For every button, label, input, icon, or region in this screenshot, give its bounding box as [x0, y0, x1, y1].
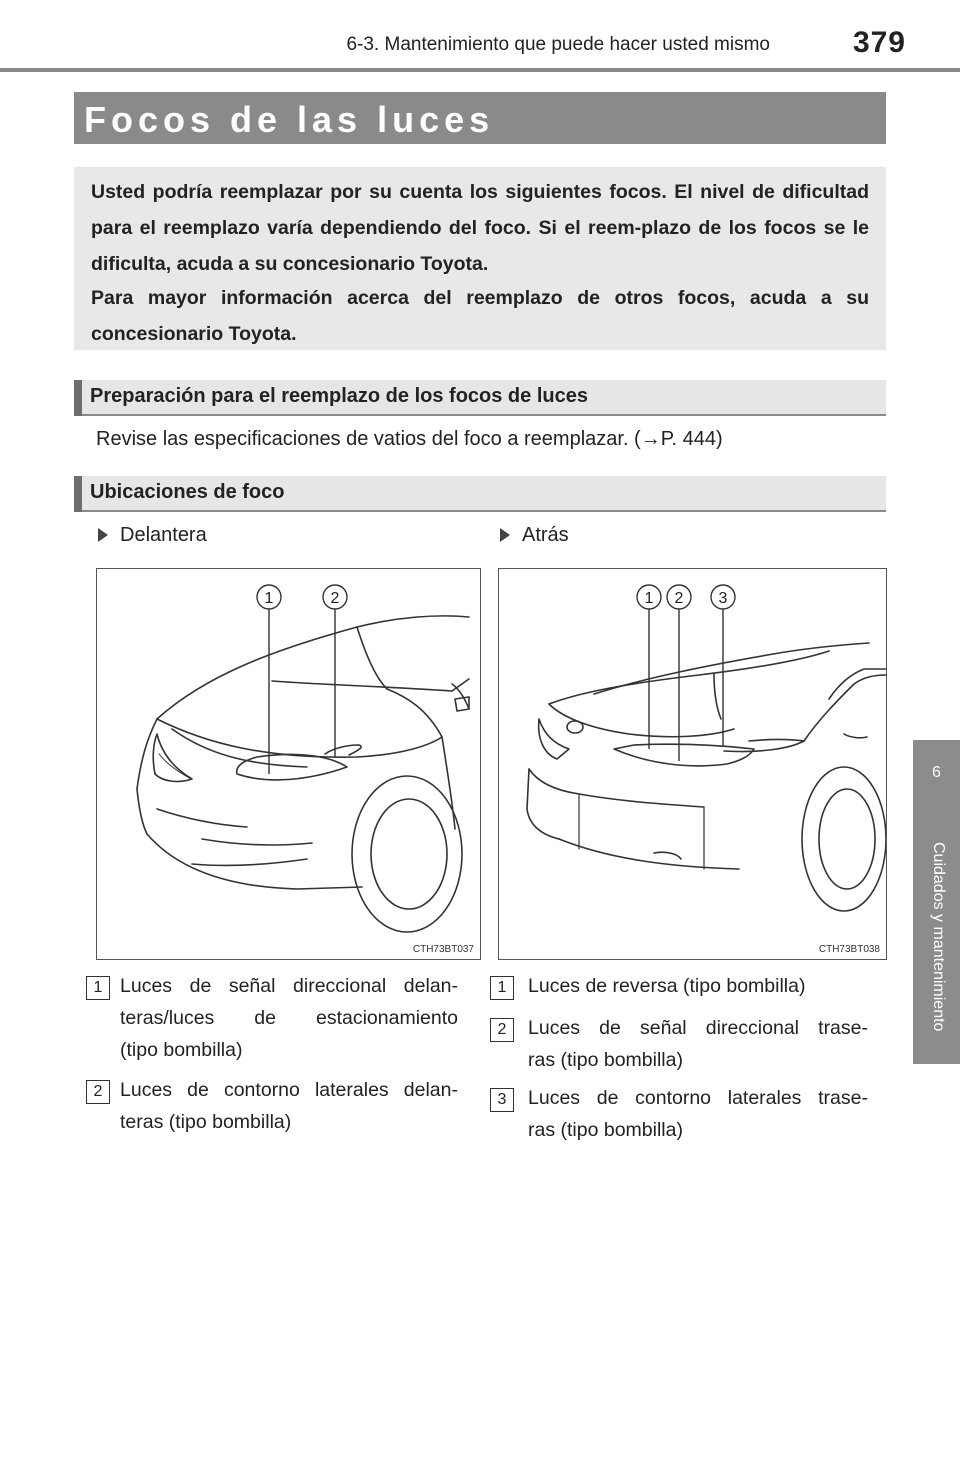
front-label-text: Delantera: [120, 524, 207, 546]
bullet-triangle-icon: [98, 528, 108, 542]
front-figure-code: CTH73BT037: [412, 944, 474, 955]
front-car-illustration: [96, 568, 481, 960]
header-rule: [0, 68, 960, 72]
legend-line: Luces de reversa (tipo bombilla): [528, 975, 806, 997]
page-number: 379: [852, 26, 906, 59]
legend-line: ras (tipo bombilla): [528, 1049, 683, 1071]
preparation-heading: Preparación para el reemplazo de los focos de luces: [90, 385, 588, 407]
intro-paragraph-2: Para mayor información acerca del reemplazo de otros focos, acuda a su concesionario Toyota.: [91, 287, 869, 345]
section-label: 6-3. Mantenimiento que puede hacer usted mismo: [346, 34, 770, 55]
legend-line: Luces de contorno laterales delan-: [120, 1079, 458, 1101]
preparation-heading-bar: [74, 380, 886, 416]
front-car-drawing: [97, 569, 480, 959]
legend-number: 1: [490, 976, 514, 1000]
rear-figure-code: CTH73BT038: [818, 944, 880, 955]
legend-number: 2: [86, 1080, 110, 1104]
legend-number: 3: [490, 1088, 514, 1112]
legend-line: ras (tipo bombilla): [528, 1119, 683, 1141]
legend-line: Luces de contorno laterales trase-: [528, 1087, 868, 1109]
rear-label-text: Atrás: [522, 524, 569, 546]
locations-heading: Ubicaciones de foco: [90, 481, 285, 503]
callout-number-1: 1: [264, 590, 274, 607]
legend-line: teras/luces de estacionamiento: [120, 1007, 458, 1029]
rear-car-drawing: [499, 569, 886, 959]
legend-number: 1: [86, 976, 110, 1000]
callout-number-2: 2: [330, 590, 340, 607]
legend-line: Luces de señal direccional trase-: [528, 1017, 868, 1039]
intro-paragraph-1: Usted podría reemplazar por su cuenta los siguientes focos. El nivel de dificultad para el reemplazo varía dependiendo del foco. Si el reem-plazo de los focos se le dificulta, acuda a su concesionario Toyota.: [91, 181, 869, 275]
callout-number-3: 3: [718, 590, 728, 607]
chapter-number: 6: [932, 764, 941, 781]
page-title: Focos de las luces: [84, 99, 495, 140]
legend-line: Luces de señal direccional delan-: [120, 975, 458, 997]
legend-number: 2: [490, 1018, 514, 1042]
callout-number-1: 1: [644, 590, 654, 607]
legend-line: teras (tipo bombilla): [120, 1111, 292, 1133]
chapter-title: Cuidados y mantenimiento: [930, 842, 947, 1032]
front-label: [98, 524, 207, 547]
rear-car-illustration: [498, 568, 887, 960]
bullet-triangle-icon: [500, 528, 510, 542]
preparation-text: Revise las especificaciones de vatios del foco a reemplazar. (→P. 444): [96, 428, 723, 450]
legend-line: (tipo bombilla): [120, 1039, 243, 1061]
locations-heading-bar: [74, 476, 886, 512]
callout-number-2: 2: [674, 590, 684, 607]
rear-label: [500, 524, 569, 547]
